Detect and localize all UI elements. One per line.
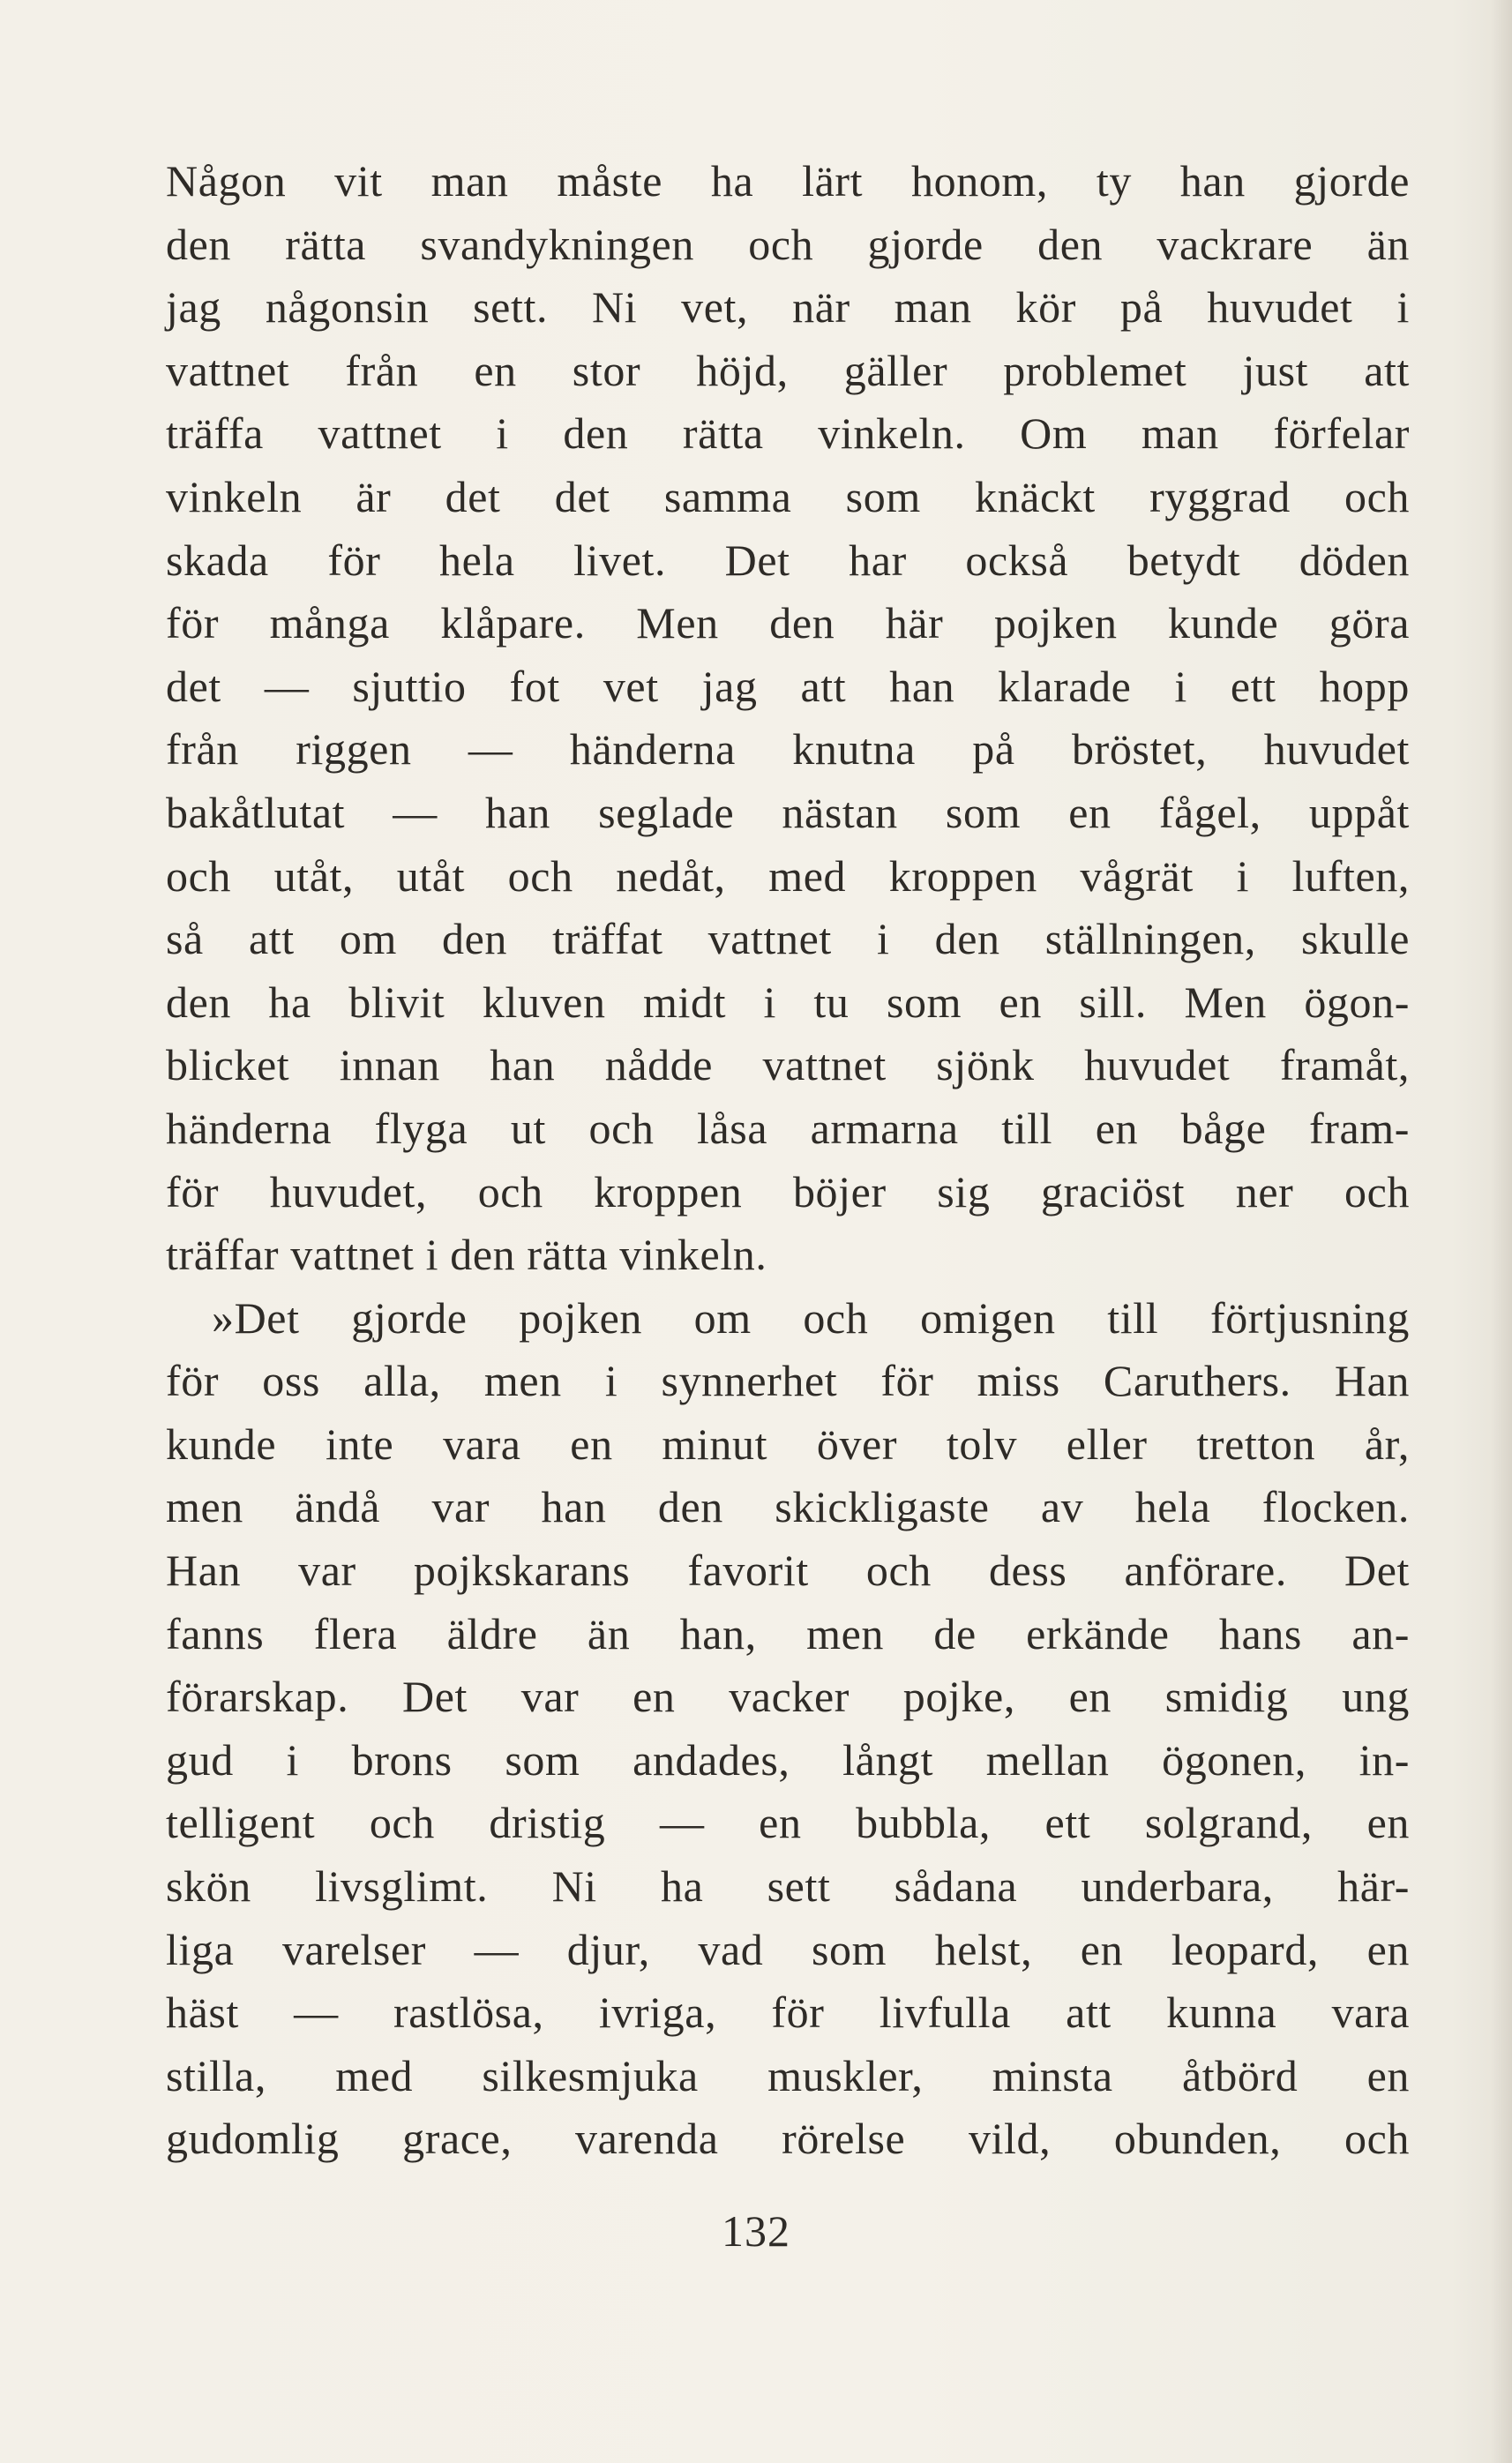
text-line: fanns flera äldre än han, men de erkände hans an- — [166, 1608, 1410, 1658]
text-line: men ändå var han den skickligaste av hela flocken. — [166, 1482, 1410, 1532]
text-line: jag någonsin sett. Ni vet, när man kör på huvudet i — [166, 282, 1410, 333]
text-line: träffar vattnet i den rätta vinkeln. — [166, 1230, 767, 1280]
text-line: den ha blivit kluven midt i tu som en sill. Men ögon- — [166, 977, 1410, 1027]
text-line: så att om den träffat vattnet i den ställningen, skulle — [166, 914, 1410, 964]
text-line: vattnet från en stor höjd, gäller problemet just att — [166, 345, 1410, 395]
text-line: gudomlig grace, varenda rörelse vild, obunden, och — [166, 2114, 1410, 2164]
text-line: »Det gjorde pojken om och omigen till förtjusning — [212, 1292, 1410, 1343]
text-line: vinkeln är det det samma som knäckt ryggrad och — [166, 471, 1410, 521]
text-line: gud i brons som andades, långt mellan ögonen, in- — [166, 1734, 1410, 1785]
text-line: för många klåpare. Men den här pojken kunde göra — [166, 598, 1410, 648]
text-line: händerna flyga ut och låsa armarna till en båge fram- — [166, 1103, 1410, 1153]
text-line: för huvudet, och kroppen böjer sig graciöst ner och — [166, 1166, 1410, 1217]
text-line: skada för hela livet. Det har också betydt döden — [166, 535, 1410, 585]
text-line: telligent och dristig — en bubbla, ett solgrand, en — [166, 1798, 1410, 1848]
text-line: liga varelser — djur, vad som helst, en leopard, en — [166, 1924, 1410, 1974]
page-edge-shadow — [1491, 0, 1512, 2463]
text-line: stilla, med silkesmjuka muskler, minsta åtbörd en — [166, 2050, 1410, 2100]
text-line: för oss alla, men i synnerhet för miss Caruthers. Han — [166, 1356, 1410, 1406]
text-line: häst — rastlösa, ivriga, för livfulla att kunna vara — [166, 1988, 1410, 2038]
text-line: skön livsglimt. Ni ha sett sådana underbara, här- — [166, 1861, 1410, 1912]
text-line: och utåt, utåt och nedåt, med kroppen vågrät i luften, — [166, 850, 1410, 901]
text-line: den rätta svandykningen och gjorde den vackrare än — [166, 219, 1410, 269]
text-line: förarskap. Det var en vacker pojke, en smidig ung — [166, 1672, 1410, 1722]
text-line: Någon vit man måste ha lärt honom, ty han gjorde — [166, 156, 1410, 206]
page-number: 132 — [722, 2206, 790, 2256]
body-text — [166, 150, 1410, 2171]
text-line: träffa vattnet i den rätta vinkeln. Om man förfelar — [166, 408, 1410, 459]
text-line: från riggen — händerna knutna på bröstet, huvudet — [166, 724, 1410, 775]
text-line: Han var pojkskarans favorit och dess anförare. Det — [166, 1546, 1410, 1596]
text-line: kunde inte vara en minut över tolv eller tretton år, — [166, 1419, 1410, 1469]
text-line: bakåtlutat — han seglade nästan som en fågel, uppåt — [166, 787, 1410, 837]
text-line: det — sjuttio fot vet jag att han klarade i ett hopp — [166, 661, 1410, 711]
text-line: blicket innan han nådde vattnet sjönk huvudet framåt, — [166, 1040, 1410, 1090]
